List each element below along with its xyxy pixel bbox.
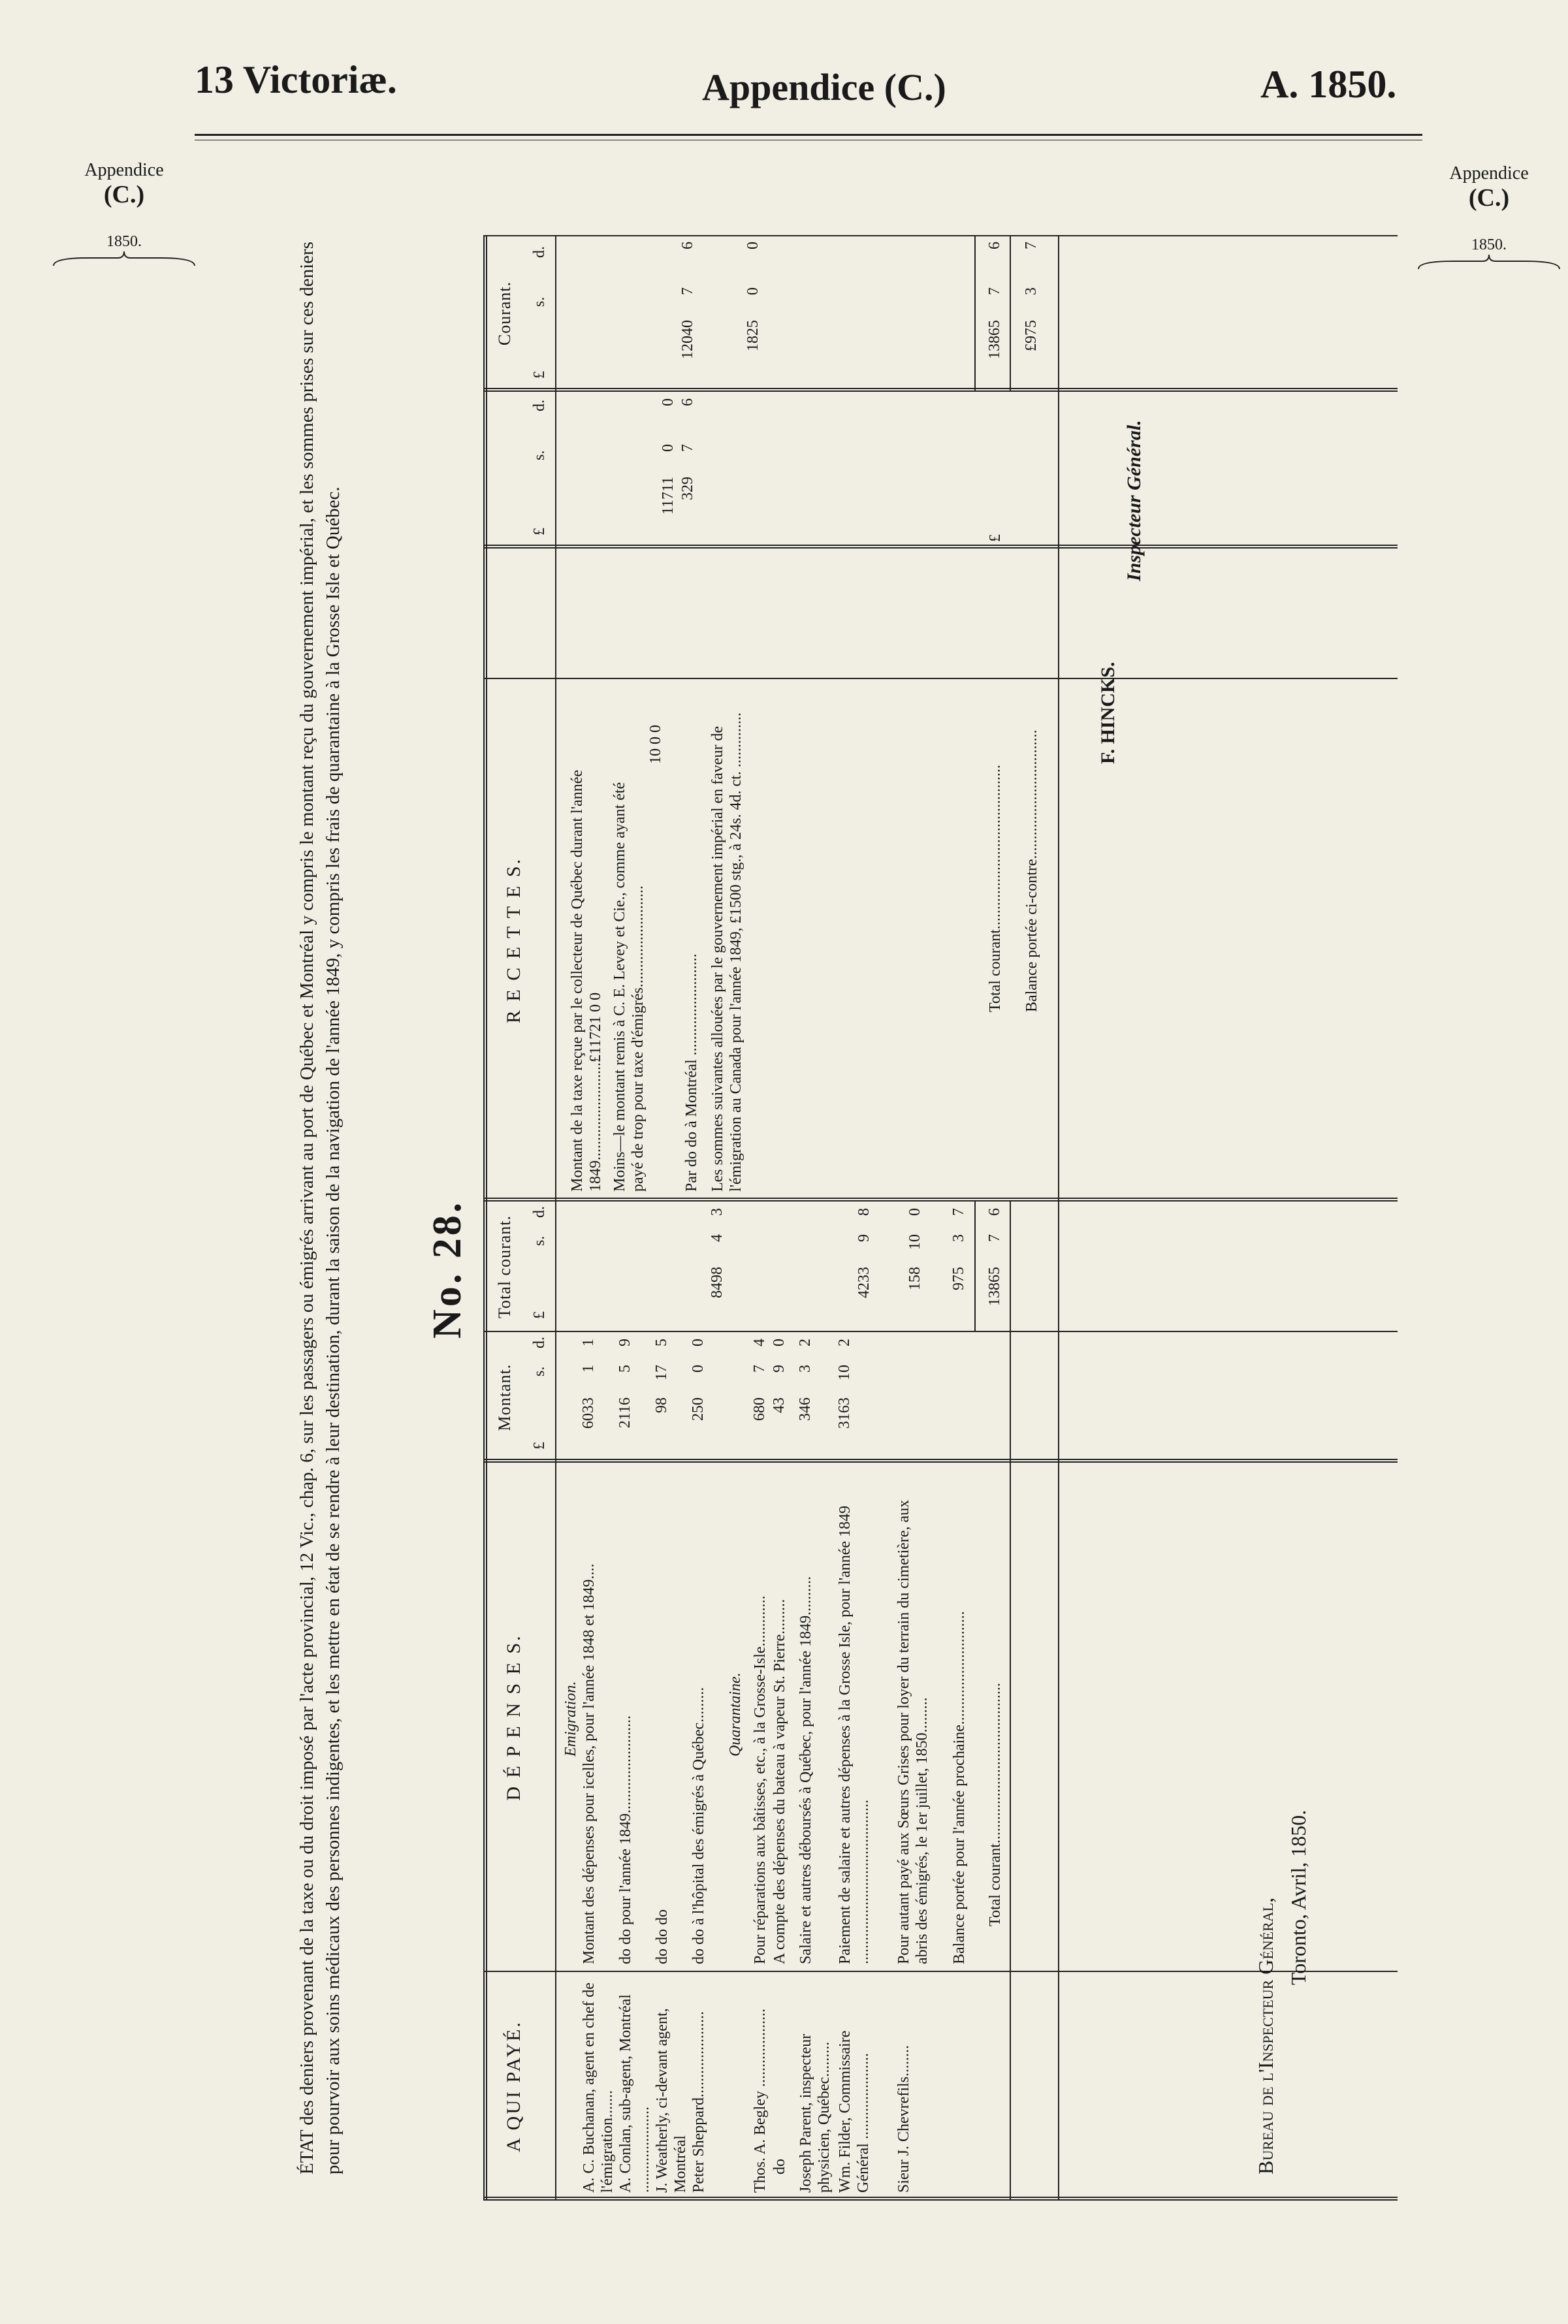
- amount-pence: 5: [653, 1339, 670, 1346]
- amount-pence: 1: [580, 1339, 597, 1346]
- total-pence: 8: [856, 1208, 872, 1216]
- col-header-recettes: R E C E T T E S.: [503, 857, 524, 1024]
- current-pence: 6: [679, 242, 696, 249]
- desc-weatherly: do do do: [654, 1909, 671, 1964]
- amount-pence: 0: [690, 1339, 707, 1346]
- payee-sheppard: Peter Sheppard......................: [690, 2011, 707, 2193]
- amount-shilling: 0: [690, 1365, 707, 1373]
- lsd-pence: d.: [531, 400, 548, 411]
- amount-pence: 9: [616, 1339, 633, 1346]
- amount-shilling: 5: [616, 1365, 633, 1373]
- total-pound: 158: [906, 1267, 923, 1290]
- margin-label: Appendice: [1449, 163, 1529, 183]
- total-pence: 7: [950, 1208, 967, 1216]
- receipt-grand-pence: 6: [986, 242, 1003, 249]
- payee-weatherly: J. Weatherly, ci-devant agent, Montréal: [654, 2008, 689, 2193]
- margin-year: 1850.: [106, 232, 142, 250]
- receipt-montreal: Par do do à Montréal ..........................: [683, 953, 700, 1192]
- amount-pound: 346: [797, 1397, 814, 1421]
- lsd-shilling: s.: [531, 1366, 548, 1377]
- amount-pence: 0: [771, 1339, 788, 1346]
- section-emigration: Emigration.: [562, 1681, 579, 1757]
- table-head-rule: [555, 235, 556, 2201]
- amount-shilling: 7: [751, 1365, 768, 1373]
- current-shilling: 0: [744, 287, 761, 295]
- total-rule: [974, 1202, 976, 1332]
- amount-pound: 680: [751, 1397, 768, 1421]
- footer-office: Bureau de l'Inspecteur Général,: [1254, 1897, 1277, 2174]
- desc-total: Total courant.........................................: [987, 1683, 1004, 1926]
- desc-steamer: A compte des dépenses du bateau à vapeur St. Pierre.........: [771, 1599, 788, 1964]
- payee-begley: Thos. A. Begley ....................: [752, 2009, 769, 2193]
- balance-shilling: 3: [1023, 287, 1040, 295]
- amount-pence: 2: [836, 1339, 853, 1346]
- col-header-montant: Montant.: [495, 1363, 514, 1431]
- amount-pence: 4: [751, 1339, 768, 1346]
- lsd-pound: £: [531, 528, 548, 535]
- amount-shilling: 3: [797, 1365, 814, 1373]
- col-rule: [483, 1331, 1398, 1332]
- col-header-depenses: D É P E N S E S.: [503, 1634, 524, 1801]
- receipt-quebec: Montant de la taxe reçue par le collecteur de Québec durant l'année 1849.........................£11721 0 0: [569, 770, 604, 1192]
- lsd-pence: d.: [531, 1337, 548, 1348]
- sub-pence: 6: [679, 398, 696, 406]
- receipt-bottom-rule: [1010, 235, 1011, 392]
- current-shilling: 7: [679, 287, 696, 295]
- amount-pound: 98: [653, 1397, 670, 1413]
- sub-pound: 329: [679, 477, 696, 500]
- statement-intro: ÉTAT des deniers provenant de la taxe ou du droit imposé par l'acte provincial, 12 Vic., chap. 6, sur les passagers ou émigrés arrivant au port de Québec et Montréal y compris le montant reçu du gouvernement impérial, et les sommes prises sur ces deniers pour pourvoir aux soins médicaux des personnes indigentes, et les mettre en état de se rendre à leur destination, durant la saison de la navigation de l'année 1849, y compris les frais de quarantaine à la Grosse Isle et Québec.: [296, 242, 344, 2174]
- current-pound: 12040: [679, 320, 696, 359]
- desc-chevrefils: Pour autant payé aux Sœurs Grises pour loyer du terrain du cimetière, aux abris des émigrés, le 1er juillet, 1850.........: [895, 1499, 931, 1964]
- receipt-total-rule: [974, 235, 976, 392]
- amount-pound: 43: [771, 1397, 788, 1413]
- receipt-grand-pound: 13865: [986, 320, 1003, 359]
- col-rule: [483, 1459, 1398, 1463]
- receipt-grand-shilling: 7: [986, 287, 1003, 295]
- margin-year: 1850.: [1471, 236, 1507, 253]
- col-rule: [483, 545, 1398, 549]
- receipt-levey: Moins—le montant remis à C. E. Levey et Cie., comme ayant été payé de trop pour taxe d'émigrés..........................: [611, 782, 647, 1192]
- total-pence: 3: [709, 1208, 726, 1216]
- header-appendix: Appendice (C.): [702, 66, 946, 108]
- margin-note-left: [46, 160, 202, 251]
- payee-chevrefils: Sieur J. Chevrefils........: [895, 2045, 912, 2193]
- desc-begley: Pour réparations aux bâtisses, etc., à la Grosse-Isle.............: [752, 1595, 769, 1964]
- current-pence: 0: [744, 242, 761, 249]
- sub-shilling: 7: [679, 444, 696, 452]
- amount-pound: 6033: [580, 1397, 597, 1429]
- total-pound: 975: [950, 1267, 967, 1290]
- lsd-pence: d.: [531, 246, 548, 258]
- grand-total-shilling: 7: [986, 1234, 1003, 1242]
- amount-pound: 2116: [616, 1397, 633, 1429]
- total-shilling: 3: [950, 1234, 967, 1242]
- payee-buchanan: A. C. Buchanan, agent en chef de l'émigration.......: [581, 1982, 616, 2193]
- grand-total-pence: 6: [986, 1208, 1003, 1216]
- lsd-shilling: s.: [531, 1235, 548, 1246]
- grand-total-pound: 13865: [986, 1267, 1003, 1306]
- col-rule: [483, 1198, 1398, 1202]
- amount-pound: 3163: [836, 1397, 853, 1429]
- col-rule: [483, 678, 1398, 679]
- table-bottom-rule: [1058, 235, 1059, 2201]
- col-header-payee: A QUI PAYÉ.: [503, 2020, 524, 2152]
- header-year: A. 1850.: [1260, 63, 1397, 106]
- payee-parent: Joseph Parent, inspecteur physicien, Québec.........: [797, 2033, 833, 2193]
- margin-note-right: [1411, 163, 1567, 254]
- sub-pound: 11711: [660, 477, 677, 515]
- lsd-pound: £: [531, 1442, 548, 1450]
- lsd-pound: £: [531, 1311, 548, 1319]
- amount-shilling: 10: [836, 1365, 853, 1380]
- lsd-shilling: s.: [531, 450, 548, 460]
- col-rule: [483, 2197, 1398, 2201]
- receipt-total-label: Total courant..........................................: [987, 765, 1004, 1012]
- desc-filder: Paiement de salaire et autres dépenses à la Grosse Isle, pour l'année 1849 ..........................................: [837, 1505, 872, 1964]
- desc-buchanan: Montant des dépenses pour icelles, pour l'année 1848 et 1849....: [581, 1563, 598, 1964]
- balance-pound: £975: [1023, 320, 1040, 351]
- total-pound: 8498: [709, 1267, 726, 1298]
- receipt-total-pound-sign: £: [987, 534, 1004, 542]
- document-number: No. 28.: [425, 1200, 470, 1339]
- total-pence: 0: [906, 1208, 923, 1216]
- amount-shilling: 9: [771, 1365, 788, 1373]
- total-shilling: 4: [709, 1234, 726, 1242]
- signature-title: Inspecteur Général.: [1123, 420, 1145, 581]
- amount-shilling: 1: [580, 1365, 597, 1373]
- col-header-total: Total courant.: [495, 1215, 514, 1319]
- col-rule: [483, 388, 1398, 392]
- header-rule-top: [195, 134, 1422, 136]
- rotated-statement: [294, 215, 1404, 2201]
- header-session: 13 Victoriæ.: [195, 58, 397, 101]
- amount-pence: 2: [797, 1339, 814, 1346]
- footer-place-date: Toronto, Avril, 1850.: [1287, 1809, 1310, 1985]
- lsd-pound: £: [531, 371, 548, 379]
- margin-label: Appendice: [84, 160, 164, 180]
- col-rule: [483, 235, 1398, 236]
- receipt-levey-amount: 10 0 0: [647, 725, 664, 764]
- desc-conlan: do do pour l'année 1849.........................: [617, 1715, 634, 1964]
- total-shilling: 10: [906, 1234, 923, 1250]
- sub-pence: 0: [660, 398, 677, 406]
- accounts-table: [483, 235, 1398, 2201]
- receipt-balance-label: Balance portée ci-contre.................................: [1023, 729, 1040, 1012]
- payee-begley-do: do: [771, 2159, 788, 2174]
- receipt-imperial: Les sommes suivantes allouées par le gouvernement impérial en faveur de l'émigration au Canada pour l'année 1849, £1500 stg., à 24s. 4d. ct. ..............: [709, 712, 744, 1192]
- total-pound: 4233: [856, 1267, 872, 1298]
- table-top-rule: [483, 235, 487, 2201]
- expense-bottom-rule: [1010, 1202, 1011, 2201]
- amount-pound: 250: [690, 1397, 707, 1421]
- lsd-pence: d.: [531, 1206, 548, 1218]
- brace-icon: [1417, 253, 1561, 270]
- total-shilling: 9: [856, 1234, 872, 1242]
- payee-filder: Wm. Filder, Commissaire Général ......................: [837, 2030, 872, 2193]
- brace-icon: [52, 250, 196, 267]
- margin-letter: (C.): [1468, 184, 1510, 212]
- amount-shilling: 17: [653, 1365, 670, 1380]
- payee-conlan: A. Conlan, sub-agent, Montréal ......................: [617, 1994, 652, 2193]
- desc-sheppard: do do à l'hôpital des émigrés à Québec.........: [690, 1687, 707, 1964]
- signature-name: F. HINCKS.: [1097, 661, 1119, 764]
- section-quarantaine: Quarantaine.: [727, 1672, 744, 1757]
- balance-pence: 7: [1023, 242, 1040, 249]
- current-pound: 1825: [744, 320, 761, 351]
- desc-parent: Salaire et autres déboursés à Québec, pour l'année 1849..........: [797, 1576, 814, 1964]
- sub-shilling: 0: [660, 444, 677, 452]
- lsd-shilling: s.: [531, 296, 548, 307]
- margin-letter: (C.): [103, 181, 145, 209]
- col-header-courant: Courant.: [495, 281, 514, 346]
- desc-balance: Balance portée pour l'année prochaine.............................: [951, 1611, 968, 1964]
